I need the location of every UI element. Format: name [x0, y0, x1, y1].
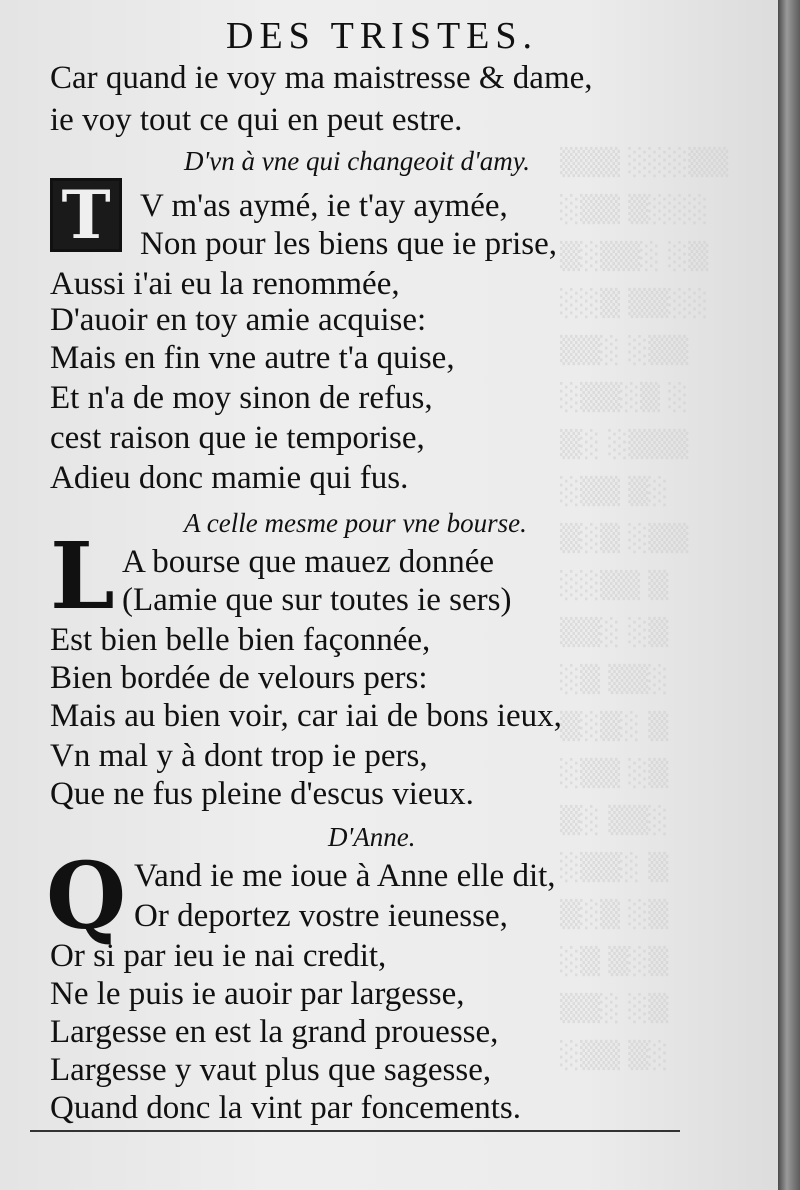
poem-3-line: Quand donc la vint par foncements. [50, 1090, 522, 1126]
poem-3-line: Largesse en est la grand prouesse, [50, 1014, 499, 1050]
poem-1-line: Adieu donc mamie qui fus. [50, 460, 409, 496]
poem-1-line: Aussi i'ai eu la renommée, [50, 266, 400, 302]
poem-3-line: Or si par ieu ie nai credit, [50, 938, 387, 974]
running-head: DES TRISTES. [226, 15, 539, 57]
poem-3-line: Vand ie me ioue à Anne elle dit, [134, 858, 556, 894]
drop-cap: L [50, 522, 115, 630]
opening-line-1: Car quand ie voy ma maistresse & dame, [50, 60, 593, 96]
ornamental-drop-cap: T [50, 178, 122, 252]
opening-line-2: ie voy tout ce qui en peut estre. [50, 102, 463, 138]
poem-1-line: cest raison que ie temporise, [50, 420, 425, 456]
poem-1-heading: D'vn à vne qui changeoit d'amy. [184, 146, 530, 176]
poem-1-line: D'auoir en toy amie acquise: [50, 302, 427, 338]
show-through-text: ▒▒▒ ░░░▒▒ ░▒▒ ▒░░░ ▒░▒▒░ ░▒ ░░▒ ▒▒░░ ▒▒░ ░▒▒ ░▒▒░▒ ░ ▒░ ░▒▒▒ ░▒▒ ▒░ ▒░▒ ░▒▒ ░░▒▒ ▒ ▒▒░ ░▒ ░▒ ▒▒░ ▒░▒░ ▒ ░▒▒ ░▒ ▒░ ▒▒░ ░▒▒░ ▒ ▒░▒ ░▒ ░▒ ▒░▒ ▒▒░ ░▒ ░▒▒ ▒░ [560, 148, 729, 1071]
poem-2-line: Est bien belle bien façonnée, [50, 622, 431, 658]
poem-2-line: (Lamie que sur toutes ie sers) [122, 582, 512, 618]
poem-2-line: A bourse que mauez donnée [122, 544, 495, 580]
poem-2-line: Mais au bien voir, car iai de bons ieux, [50, 698, 562, 734]
poem-3-line: Ne le puis ie auoir par largesse, [50, 976, 465, 1012]
drop-cap: Q [46, 842, 127, 950]
poem-2-heading: A celle mesme pour vne bourse. [184, 508, 527, 538]
poem-2-line: Que ne fus pleine d'escus vieux. [50, 776, 474, 812]
page-edge [778, 0, 800, 1190]
poem-3-heading: D'Anne. [328, 822, 416, 852]
poem-3-line: Largesse y vaut plus que sagesse, [50, 1052, 492, 1088]
poem-3-line: Or deportez vostre ieunesse, [134, 898, 508, 934]
poem-2-line: Bien bordée de velours pers: [50, 660, 428, 696]
bottom-rule [30, 1130, 680, 1132]
poem-1-line: Mais en fin vne autre t'a quise, [50, 340, 455, 376]
poem-1-line: V m'as aymé, ie t'ay aymée, [140, 188, 508, 224]
poem-1-line: Non pour les biens que ie prise, [140, 226, 557, 262]
poem-1-line: Et n'a de moy sinon de refus, [50, 380, 433, 416]
poem-2-line: Vn mal y à dont trop ie pers, [50, 738, 428, 774]
